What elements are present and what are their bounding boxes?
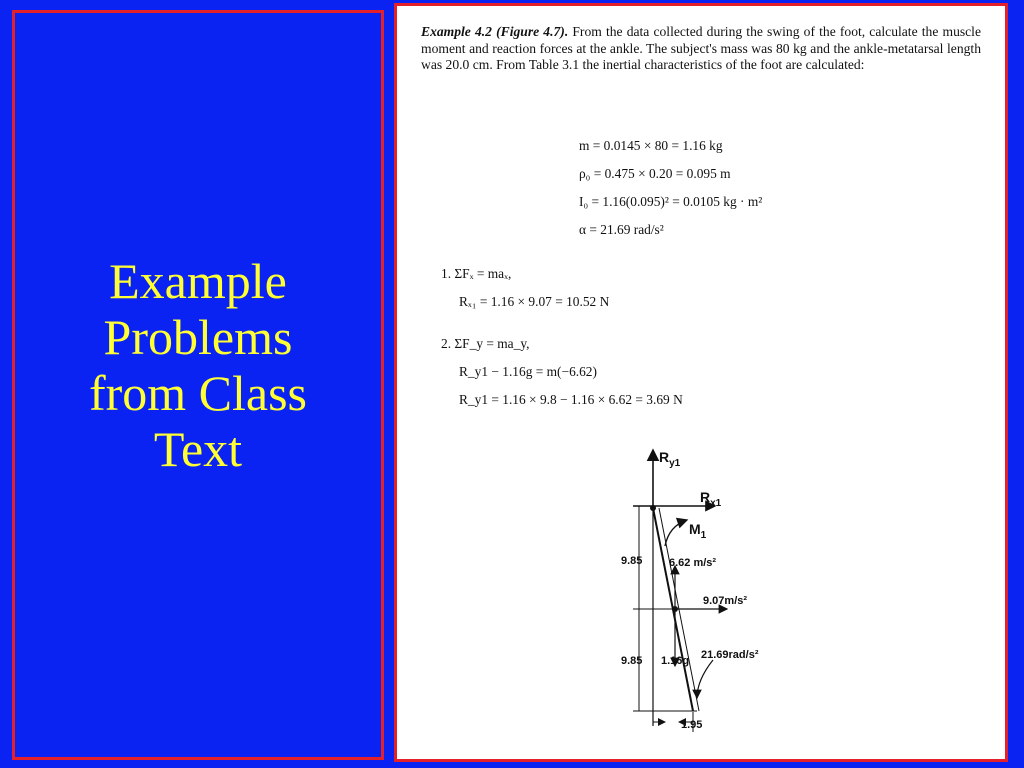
equation-radius-gyration: ρ₀ = 0.475 × 0.20 = 0.095 m: [579, 166, 731, 181]
ry1-label: $R_{y1}$: [659, 449, 681, 469]
slide-title-line: Text: [153, 421, 243, 477]
weight-label: 1.16g: [661, 655, 690, 667]
angular-accel-arc: [697, 660, 713, 698]
slide-title-line: Problems: [103, 309, 293, 365]
offset-label: 1.95: [681, 719, 703, 731]
dim-lower-label: 9.85: [621, 655, 643, 667]
step-2-header: 2. ΣF_y = ma_y,: [441, 336, 530, 351]
slide-title: [15, 253, 381, 477]
slide-title-line: from Class: [88, 365, 308, 421]
equation-angular-accel: α = 21.69 rad/s²: [579, 222, 664, 237]
step-2-line: R_y1 − 1.16g = m(−6.62): [459, 364, 597, 379]
dim-upper-label: 9.85: [621, 555, 643, 567]
angular-accel-label: 21.69rad/s²: [701, 649, 759, 661]
rx1-label: $R_{x1}$: [700, 489, 722, 509]
ankle-point: [650, 505, 656, 511]
accel-x-label: 9.07m/s²: [703, 595, 748, 607]
equation-moment-inertia: I₀ = 1.16(0.095)² = 0.0105 kg · m²: [579, 194, 763, 209]
moment-arc: [665, 520, 687, 546]
title-panel: [12, 10, 384, 760]
step-2-line: R_y1 = 1.16 × 9.8 − 1.16 × 6.62 = 3.69 N: [459, 392, 683, 407]
step-1-line: Rₓ₁ = 1.16 × 9.07 = 10.52 N: [459, 294, 610, 309]
m1-label: $M_1$: [689, 521, 707, 541]
free-body-diagram: [397, 6, 1005, 759]
equation-mass: m = 0.0145 × 80 = 1.16 kg: [579, 138, 723, 153]
problem-text: From the data collected during the swing of the foot, calculate the muscle moment and reaction forces at the ankle. The subject's mass was 80 kg and the ankle-metatarsal length was 20.0 cm. From Table 3.1 the inertial characteristics of the foot are calculated:: [421, 24, 981, 72]
slide-title-line: Example: [109, 253, 287, 309]
accel-y-label: 6.62 m/s²: [669, 557, 717, 569]
step-1-header: 1. ΣFₓ = maₓ,: [441, 266, 512, 281]
textbook-page-panel: [394, 3, 1008, 762]
problem-label: Example 4.2 (Figure 4.7).: [421, 24, 569, 39]
